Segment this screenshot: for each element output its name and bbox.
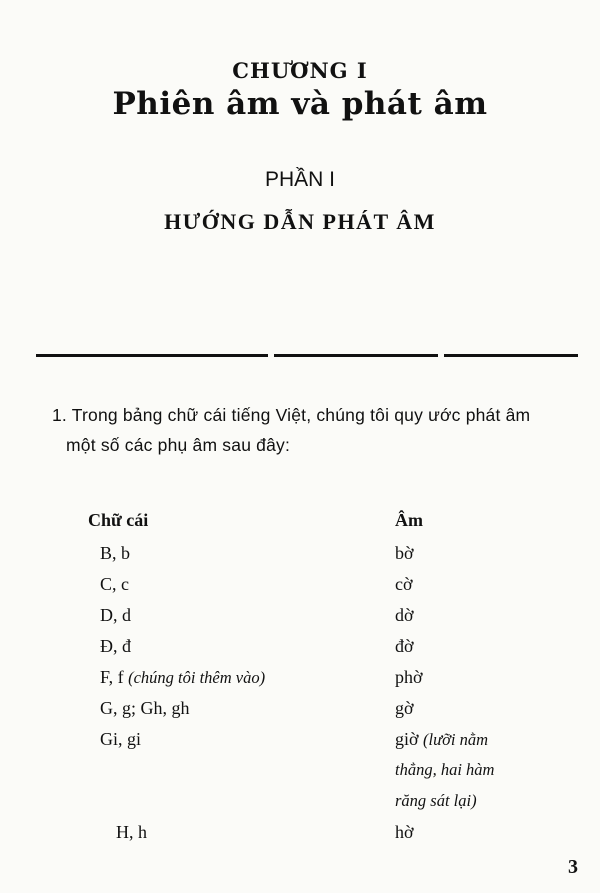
letter-cell: [100, 667, 265, 688]
column-header-sound: Âm: [395, 510, 423, 530]
chapter-label: CHƯƠNG I: [232, 58, 368, 83]
intro-paragraph: [52, 400, 582, 460]
part-title: HƯỚNG DẪN PHÁT ÂM: [164, 209, 436, 234]
letter-cell: Đ, đ: [100, 636, 131, 656]
intro-line-2: một số các phụ âm sau đây:: [66, 435, 291, 455]
letter-cell: Gi, gi: [100, 729, 142, 749]
sound-text: giờ: [395, 729, 419, 749]
letter-note: (chúng tôi thêm vào): [128, 668, 266, 687]
sound-note-line: răng sát lại): [395, 791, 477, 810]
divider-rule: [444, 354, 578, 357]
letter-cell: G, g; Gh, gh: [100, 698, 190, 718]
sound-cell: dờ: [395, 605, 414, 625]
letter-cell: H, h: [116, 822, 147, 842]
sound-cell: gờ: [395, 698, 414, 718]
chapter-title: Phiên âm và phát âm: [112, 86, 488, 122]
divider-rule: [36, 354, 268, 357]
sound-cell: đờ: [395, 636, 414, 656]
sound-cell: bờ: [395, 543, 414, 563]
sound-cell: hờ: [395, 822, 414, 842]
page-number: 3: [568, 856, 578, 878]
divider-rule: [274, 354, 438, 357]
letter-cell: C, c: [100, 574, 129, 594]
sound-cell: cờ: [395, 574, 413, 594]
intro-line-1: 1. Trong bảng chữ cái tiếng Việt, chúng tôi quy ước phát âm: [52, 405, 531, 425]
column-header-letter: Chữ cái: [88, 510, 149, 530]
sound-cell: [395, 729, 488, 750]
part-label: PHẦN I: [264, 168, 335, 191]
letter-cell: D, d: [100, 605, 131, 625]
letter-cell: B, b: [100, 543, 131, 563]
letter-text: F, f: [100, 667, 124, 687]
sound-cell: phờ: [395, 667, 423, 687]
sound-note-line: thẳng, hai hàm: [395, 760, 495, 779]
sound-note-line: (lưỡi nằm: [423, 730, 489, 749]
